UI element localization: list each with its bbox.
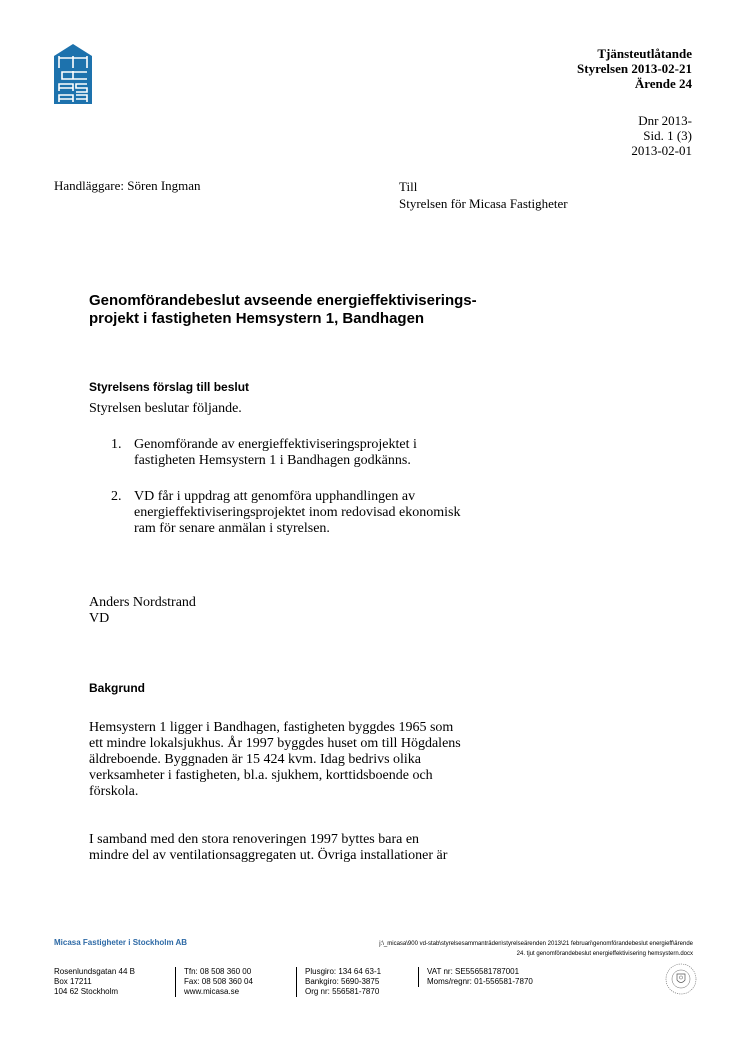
proposal-intro: Styrelsen beslutar följande. [89, 401, 242, 416]
background-paragraph-2 [89, 832, 559, 864]
signature-name: Anders Nordstrand [89, 595, 196, 610]
footer-line: Plusgiro: 134 64 63-1 [305, 967, 382, 976]
item-number: Ärende 24 [634, 76, 692, 91]
title-line-2: projekt i fastigheten Hemsystern 1, Bandhagen [89, 310, 425, 327]
list-number: 2. [111, 489, 122, 504]
paragraph-line: ett mindre lokalsjukhus. År 1997 byggdes huset om till Högdalens [89, 736, 461, 751]
paragraph-line: verksamheter i fastigheten, bl.a. sjukhem, korttidsboende och [89, 768, 433, 783]
stockholm-seal-icon [665, 963, 697, 995]
footer-line: Tfn: 08 508 360 00 [184, 967, 252, 976]
signature-role: VD [89, 611, 110, 626]
till-label: Till [399, 179, 418, 194]
board-date: Styrelsen 2013-02-21 [577, 61, 692, 76]
document-title [89, 292, 589, 328]
file-path-line: j:\_micasa\900 vd-stab\styrelsesammanträden\styrelseärenden 2013\21 februari\genomförandebeslut energieff\ärende [379, 941, 693, 947]
list-text: Genomförande av energieffektiviseringsprojektet i [134, 437, 417, 452]
signature-block [89, 595, 196, 627]
dnr: Dnr 2013- [638, 113, 692, 128]
footer-address [54, 967, 135, 997]
list-text: ram för senare anmälan i styrelsen. [134, 521, 330, 536]
footer-line: Box 17211 [54, 977, 92, 986]
footer-contact [175, 967, 253, 997]
recipient-block [399, 178, 568, 212]
background-heading: Bakgrund [89, 681, 146, 695]
footer-line: Bankgiro: 5690-3875 [305, 977, 380, 986]
proposal-heading: Styrelsens förslag till beslut [89, 380, 250, 394]
list-text: energieffektiviseringsprojektet inom redovisad ekonomisk [134, 505, 461, 520]
title-line-1: Genomförandebeslut avseende energieffektiviserings- [89, 292, 477, 309]
footer-company: Micasa Fastigheter i Stockholm AB [54, 938, 188, 947]
footer-line: Rosenlundsgatan 44 B [54, 967, 135, 976]
footer-line: Fax: 08 508 360 04 [184, 977, 253, 986]
list-number: 1. [111, 437, 122, 452]
file-path-line: 24. tjut genomförandebeslut energieffektivisering hemsystern.docx [516, 951, 693, 957]
handlaggare: Handläggare: Sören Ingman [54, 178, 201, 193]
paragraph-line: Hemsystern 1 ligger i Bandhagen, fastigheten byggdes 1965 som [89, 720, 454, 735]
footer-bank [296, 967, 381, 997]
footer-line: Org nr: 556581-7870 [305, 987, 380, 996]
paragraph-line: förskola. [89, 784, 139, 799]
footer-line: 104 62 Stockholm [54, 987, 119, 996]
footer-tax [418, 967, 533, 987]
document-meta [631, 113, 692, 158]
till-recipient: Styrelsen för Micasa Fastigheter [399, 196, 568, 211]
list-item [111, 489, 561, 549]
background-paragraph-1 [89, 720, 559, 800]
footer-file-path [286, 939, 693, 959]
footer-line: Moms/regnr: 01-556581-7870 [427, 977, 533, 986]
list-text: VD får i uppdrag att genomföra upphandlingen av [134, 489, 416, 504]
micasa-logo [54, 44, 92, 104]
paragraph-line: äldreboende. Byggnaden är 15 424 kvm. Idag bedrivs olika [89, 752, 422, 767]
paragraph-line: mindre del av ventilationsaggregaten ut. Övriga installationer är [89, 848, 448, 863]
list-item [111, 437, 561, 477]
footer-website-link[interactable]: www.micasa.se [184, 987, 240, 996]
page-number: Sid. 1 (3) [643, 128, 692, 143]
paragraph-line: I samband med den stora renoveringen 1997 byttes bara en [89, 832, 420, 847]
list-text: fastigheten Hemsystern 1 i Bandhagen godkänns. [134, 453, 411, 468]
document-date: 2013-02-01 [631, 143, 692, 158]
document-header [577, 46, 692, 91]
doc-type: Tjänsteutlåtande [597, 46, 692, 61]
footer-line: VAT nr: SE556581787001 [427, 967, 520, 976]
